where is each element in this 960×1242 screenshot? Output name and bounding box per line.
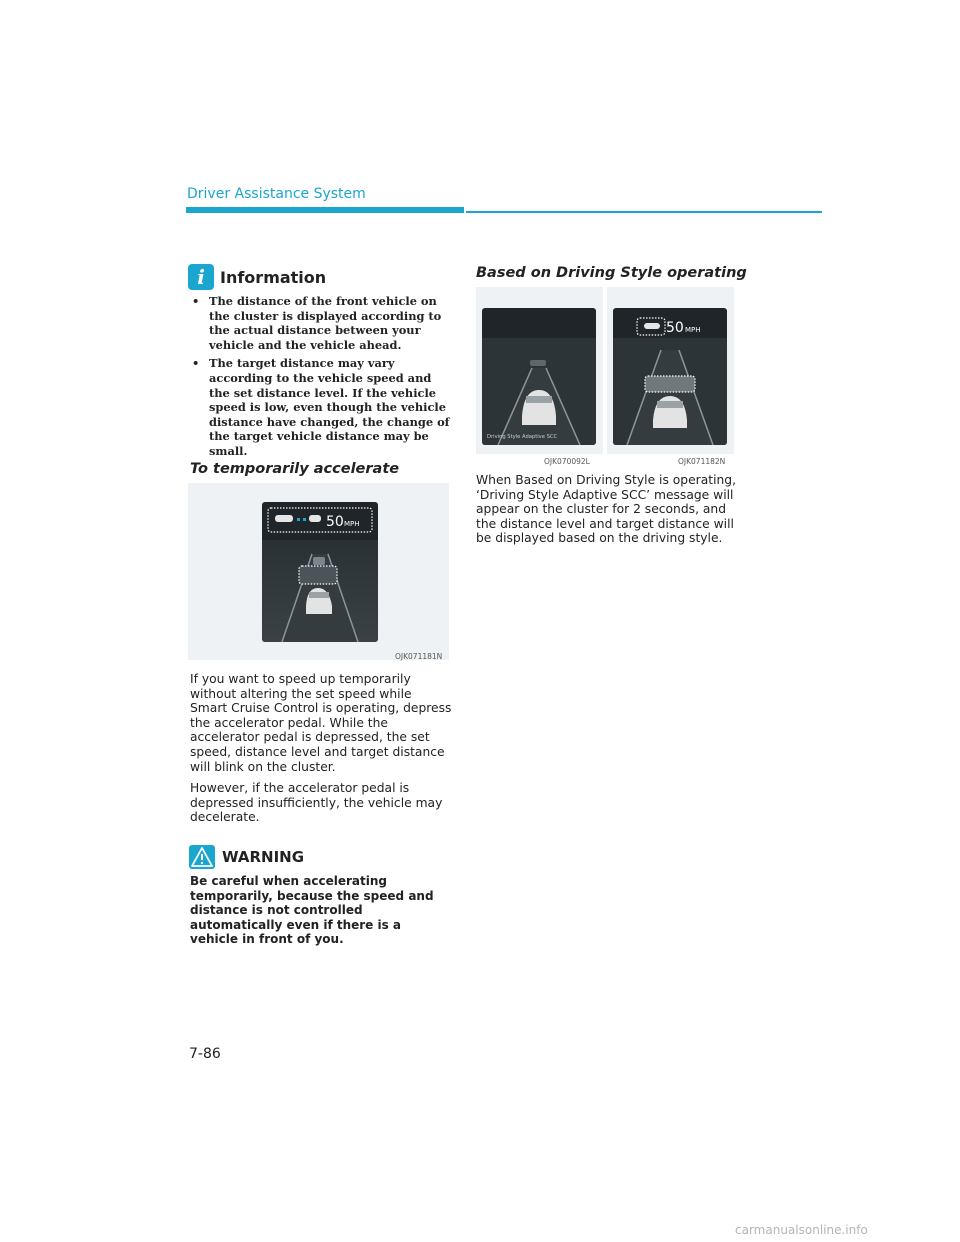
figure-caption: OJK071181N [395, 652, 443, 661]
section-header-title: Driver Assistance System [187, 186, 366, 202]
info-bullet-list [192, 294, 450, 463]
speed-value: 50 [666, 320, 684, 336]
info-icon: i [188, 264, 214, 290]
warning-title: WARNING [222, 848, 305, 866]
watermark-text: carmanualsonline.info [735, 1223, 868, 1237]
cluster-screen-message [482, 308, 596, 445]
paragraph: When Based on Driving Style is operating, ‘Driving Style Adaptive SCC’ message will appear on the cluster for 2 seconds, and the distance level and target distance will be displayed based on the driving style. [476, 473, 737, 546]
warning-triangle-icon [189, 845, 215, 869]
info-bullet-item [192, 294, 450, 352]
paragraph: If you want to speed up temporarily without altering the set speed while Smart Cruise Control is operating, depress the accelerator pedal. While the accelerator pedal is depressed, the set speed, distance level and target distance will blink on the cluster. [190, 672, 452, 774]
warning-text: Be careful when accelerating temporarily, because the speed and distance is not controlled automatically even if there is a vehicle in front of you. [190, 874, 434, 947]
figure-caption: OJK070092L [544, 457, 590, 466]
cluster-illustration [482, 308, 596, 445]
page-number: 7-86 [189, 1046, 221, 1062]
section-title-driving-style: Based on Driving Style operating [476, 265, 747, 281]
figure-accelerate [188, 483, 449, 660]
header-rule-thick [186, 207, 464, 213]
figure-caption: OJK071182N [678, 457, 726, 466]
header-rule-thin [466, 211, 822, 213]
figure-driving-style-distance [607, 287, 734, 454]
cluster-message-text: Driving Style Adaptive SCC [487, 434, 558, 440]
cluster-screen-distance [613, 308, 727, 445]
cluster-illustration [262, 502, 378, 642]
speed-unit: MPH [344, 520, 360, 528]
car-icon [309, 515, 321, 522]
car-icon [275, 515, 293, 522]
bullet-glyph: • [192, 356, 200, 371]
info-bullet-item [192, 356, 450, 458]
info-bullet-text: The target distance may vary according to the vehicle speed and the set distance level. If the vehicle speed is low, even though the vehicle distance have changed, the change of the target vehicle distance may be small. [209, 356, 450, 458]
bullet-glyph: • [192, 294, 200, 308]
speed-value: 50 [326, 514, 344, 530]
info-title: Information [220, 268, 327, 287]
speed-unit: MPH [685, 326, 701, 334]
section-title-accelerate: To temporarily accelerate [190, 461, 400, 477]
cluster-screen-accelerate [262, 502, 378, 642]
paragraph: However, if the accelerator pedal is depressed insufficiently, the vehicle may decelerate. [190, 781, 443, 825]
car-icon [644, 323, 660, 329]
info-bullet-text: The distance of the front vehicle on the cluster is displayed according to the actual distance between your vehicle and the vehicle ahead. [209, 294, 442, 352]
cluster-illustration [613, 308, 727, 445]
figure-driving-style-message [476, 287, 603, 454]
